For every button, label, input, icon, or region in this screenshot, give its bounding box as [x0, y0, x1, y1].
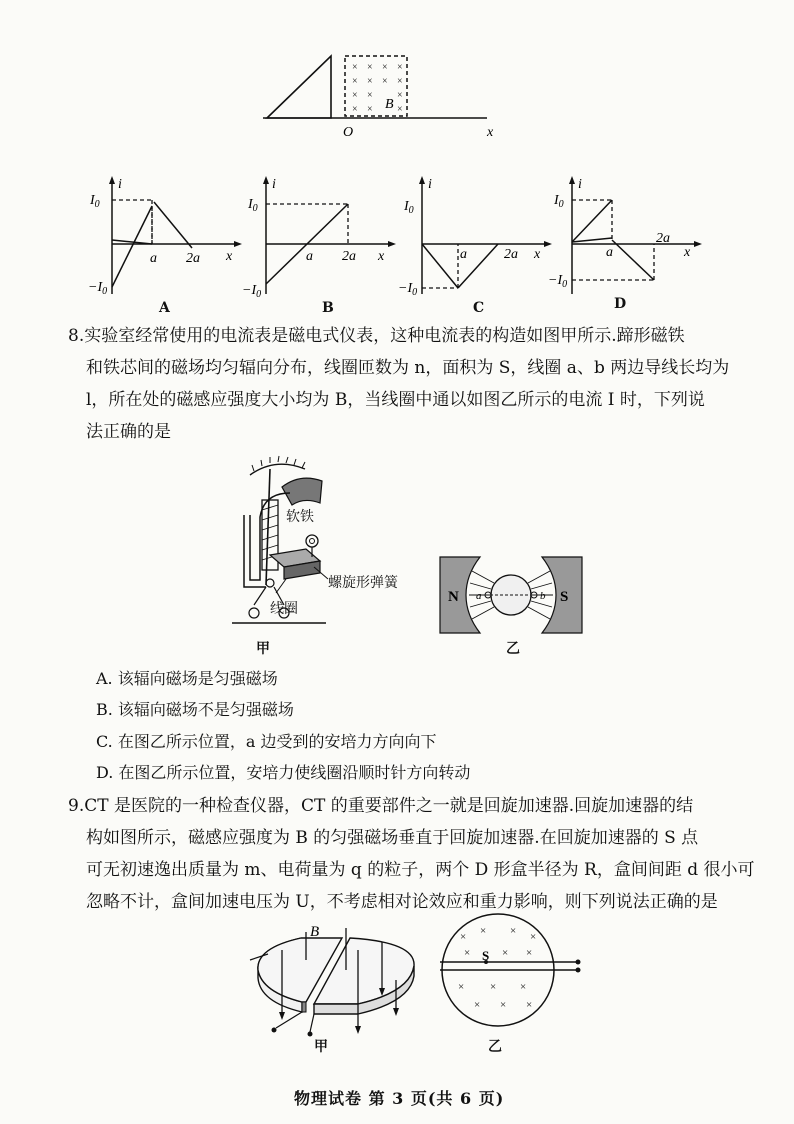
q8-line-3: l，所在处的磁感应强度大小均为 B，当线圈中通以如图乙所示的电流 I 时，下列说	[86, 390, 705, 410]
q8-option-c: C. 在图乙所示位置，a 边受到的安培力方向向下	[96, 732, 437, 751]
label-soft-iron: 软铁	[286, 510, 314, 525]
label-b: b	[540, 590, 546, 602]
graph-d-negi0-label: $-I_0$	[548, 273, 568, 290]
svg-text:×: ×	[502, 947, 509, 959]
graph-d-letter: D	[614, 296, 627, 312]
graph-d-a-label: a	[606, 245, 613, 260]
graph-c-negi0-label: $-I_0$	[398, 281, 418, 298]
graph-a-i-label: i	[118, 177, 122, 192]
radial-field-figure	[438, 555, 584, 635]
svg-text:×: ×	[367, 62, 373, 73]
label-coil: 线圈	[270, 602, 298, 617]
graph-b-i-label: i	[272, 177, 276, 192]
svg-text:×: ×	[526, 947, 533, 959]
graph-c	[398, 172, 558, 302]
graph-d-x-label: x	[684, 245, 691, 260]
graph-b	[242, 172, 402, 302]
cyclotron-top-figure	[430, 912, 590, 1032]
graph-d	[548, 172, 708, 302]
graph-b-negi0-label: $-I_0$	[242, 283, 262, 300]
svg-text:×: ×	[382, 76, 388, 87]
q8-line-2: 和铁芯间的磁场均匀辐向分布，线圈匝数为 n，面积为 S，线圈 a、b 两边导线长均为	[86, 358, 730, 378]
graph-d-i0-label: $I_0$	[554, 193, 564, 210]
q8-option-d: D. 在图乙所示位置，安培力使线圈沿顺时针方向转动	[96, 763, 471, 782]
graph-a-negi0-label: $-I_0$	[88, 280, 108, 297]
fig8-jia-caption: 甲	[256, 641, 270, 657]
svg-text:×: ×	[397, 90, 403, 101]
q8-option-a: A. 该辐向磁场是匀强磁场	[96, 669, 278, 688]
graph-c-letter: C	[473, 300, 485, 316]
svg-text:×: ×	[510, 925, 517, 937]
svg-text:×: ×	[500, 999, 507, 1011]
graph-c-a-label: a	[460, 247, 467, 262]
q9-line-3: 可无初速逸出质量为 m、电荷量为 q 的粒子，两个 D 形盒半径为 R，盒间间距 d 很小可	[86, 860, 755, 880]
galvanometer-figure	[230, 455, 410, 635]
cyclotron-3d-figure	[246, 920, 426, 1040]
graph-a-i0-label: $I_0$	[90, 193, 100, 210]
graph-a-a-label: a	[150, 251, 157, 266]
graph-a-x-label: x	[226, 249, 233, 264]
svg-text:×: ×	[460, 931, 467, 943]
graph-a	[88, 172, 248, 302]
svg-text:×: ×	[526, 999, 533, 1011]
q8-option-b: B. 该辐向磁场不是匀强磁场	[96, 700, 294, 719]
triangle-loop	[267, 56, 331, 118]
svg-text:×: ×	[474, 999, 481, 1011]
label-s-magnet: S	[560, 589, 569, 605]
svg-text:×: ×	[464, 947, 471, 959]
svg-text:×: ×	[397, 104, 403, 115]
graph-d-2a-label: 2a	[656, 231, 670, 246]
graph-b-i0-label: $I_0$	[248, 197, 258, 214]
svg-text:×: ×	[367, 104, 373, 115]
label-n: N	[448, 589, 459, 605]
label-s-point: S	[482, 948, 490, 963]
q8-line-1: 8.实验室经常使用的电流表是磁电式仪表，这种电流表的构造如图甲所示.蹄形磁铁	[68, 326, 685, 346]
svg-text:×: ×	[480, 925, 487, 937]
origin-label: O	[343, 125, 354, 140]
graph-b-2a-label: 2a	[342, 249, 356, 264]
q9-line-2: 构如图所示，磁感应强度为 B 的匀强磁场垂直于回旋加速器.在回旋加速器的 S 点	[86, 828, 699, 848]
graph-a-letter: A	[159, 300, 170, 316]
svg-text:×: ×	[367, 90, 373, 101]
graph-b-letter: B	[322, 300, 334, 316]
label-b-field: B	[310, 924, 320, 940]
label-a: a	[476, 590, 482, 602]
svg-text:×: ×	[367, 76, 373, 87]
fig8-yi-caption: 乙	[506, 641, 520, 657]
fig9-jia-caption: 甲	[314, 1039, 328, 1055]
graph-c-i-label: i	[428, 177, 432, 192]
graph-a-2a-label: 2a	[186, 251, 200, 266]
svg-text:×: ×	[352, 90, 358, 101]
svg-text:×: ×	[352, 104, 358, 115]
graph-b-x-label: x	[378, 249, 385, 264]
svg-text:×: ×	[397, 62, 403, 73]
q9-line-4: 忽略不计，盒间加速电压为 U，不考虑相对论效应和重力影响，则下列说法正确的是	[86, 892, 718, 912]
field-label: B	[385, 97, 394, 112]
svg-text:×: ×	[352, 62, 358, 73]
top-figure	[255, 50, 515, 145]
graph-d-i-label: i	[578, 177, 582, 192]
svg-text:×: ×	[397, 76, 403, 87]
svg-text:×: ×	[530, 931, 537, 943]
graph-c-2a-label: 2a	[504, 247, 518, 262]
svg-text:×: ×	[352, 76, 358, 87]
svg-text:×: ×	[490, 981, 497, 993]
graph-b-a-label: a	[306, 249, 313, 264]
svg-text:×: ×	[458, 981, 465, 993]
graph-c-x-label: x	[534, 247, 541, 262]
fig9-yi-caption: 乙	[488, 1039, 502, 1055]
label-spring: 螺旋形弹簧	[328, 576, 398, 591]
page-footer: 物理试卷 第 3 页(共 6 页)	[294, 1089, 505, 1108]
graph-c-i0-label: $I_0$	[404, 199, 414, 216]
field-crosses	[352, 62, 403, 115]
q9-line-1: 9.CT 是医院的一种检查仪器，CT 的重要部件之一就是回旋加速器.回旋加速器的结	[68, 796, 694, 816]
q8-line-4: 法正确的是	[86, 422, 171, 442]
x-axis-label: x	[487, 125, 494, 140]
svg-text:×: ×	[520, 981, 527, 993]
svg-text:×: ×	[382, 62, 388, 73]
